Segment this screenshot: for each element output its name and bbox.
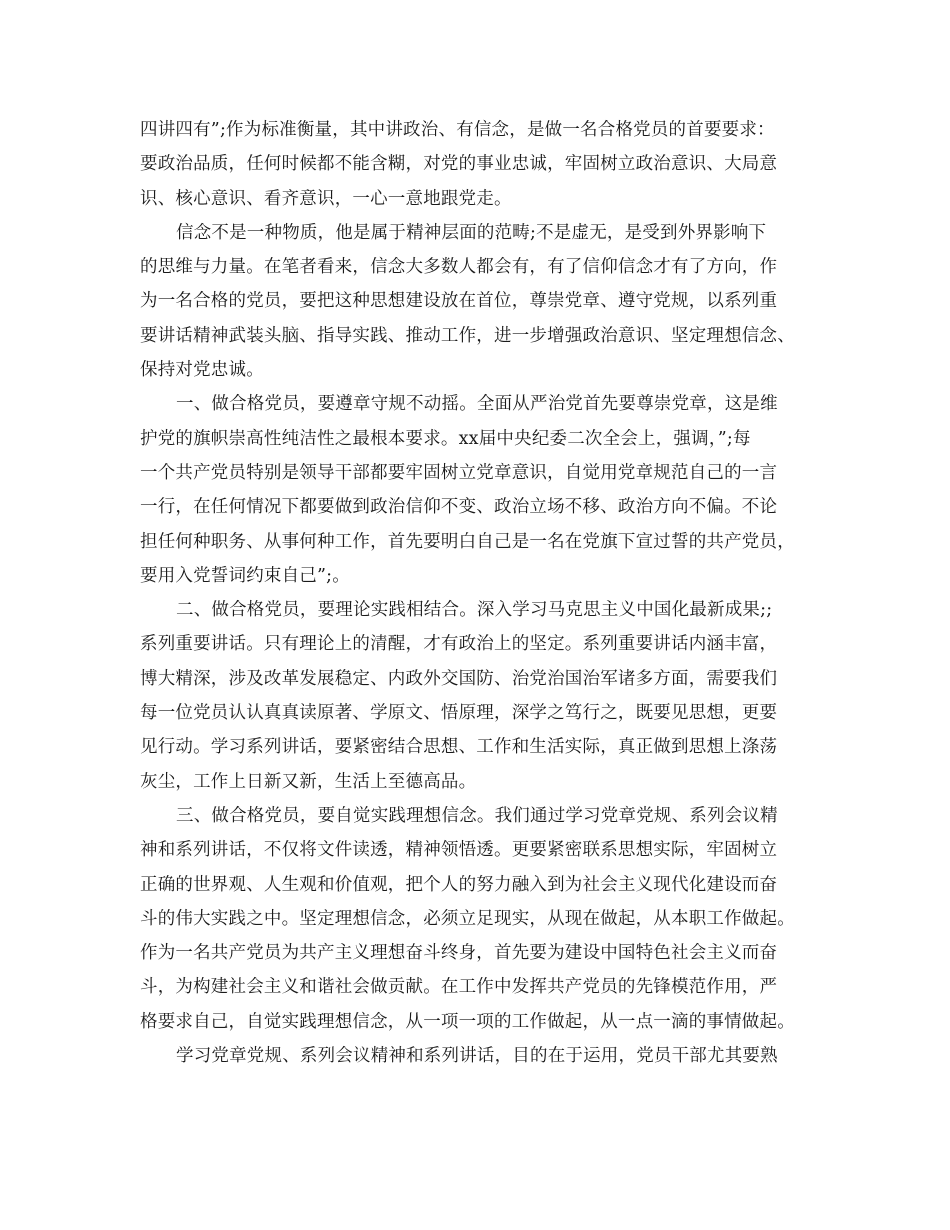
text-line: 要讲话精神武装头脑、指导实践、推动工作，进一步增强政治意识、坚定理想信念、 (140, 325, 795, 346)
text-line: 保持对党忠诚。 (140, 360, 264, 381)
text-line: 识、核心意识、看齐意识，一心一意地跟党走。 (140, 188, 512, 209)
paragraph-first-line: 信念不是一种物质，他是属于精神层面的范畴;不是虚无，是受到外界影响下 (176, 222, 767, 243)
text-line: 要政治品质，任何时候都不能含糊，对党的事业忠诚，牢固树立政治意识、大局意 (140, 154, 778, 175)
document-body (140, 113, 825, 1073)
text-line: 斗，为构建社会主义和谐社会做贡献。在工作中发挥共产党员的先锋模范作用，严 (140, 977, 778, 998)
paragraph-first-line: 一、做合格党员，要遵章守规不动摇。全面从严治党首先要尊崇党章，这是维 (176, 394, 778, 415)
text-line: 斗的伟大实践之中。坚定理想信念，必须立足现实，从现在做起，从本职工作做起。 (140, 908, 795, 929)
text-line: 一个共产党员特别是领导干部都要牢固树立党章意识，自觉用党章规范自己的一言 (140, 462, 778, 483)
text-line: 为一名合格的党员，要把这种思想建设放在首位，尊崇党章、遵守党规，以系列重 (140, 291, 778, 312)
text-line: 神和系列讲话，不仅将文件读透，精神领悟透。更要紧密联系思想实际，牢固树立 (140, 840, 778, 861)
text-line: 的思维与力量。在笔者看来，信念大多数人都会有，有了信仰信念才有了方向，作 (140, 257, 778, 278)
text-line: 见行动。学习系列讲话，要紧密结合思想、工作和生活实际，真正做到思想上涤荡 (140, 737, 778, 758)
text-line: 格要求自己，自觉实践理想信念，从一项一项的工作做起，从一点一滴的事情做起。 (140, 1011, 795, 1032)
text-line: 四讲四有”;作为标准衡量，其中讲政治、有信念，是做一名合格党员的首要要求： (140, 120, 775, 140)
text-line: 正确的世界观、人生观和价值观，把个人的努力融入到为社会主义现代化建设而奋 (140, 874, 778, 895)
text-line: 系列重要讲话。只有理论上的清醒，才有政治上的坚定。系列重要讲话内涵丰富， (140, 634, 778, 655)
paragraph-first-line: 三、做合格党员，要自觉实践理想信念。我们通过学习党章党规、系列会议精 (176, 805, 778, 826)
text-line: 博大精深，涉及改革发展稳定、内政外交国防、治党治国治军诸多方面，需要我们 (140, 668, 778, 689)
text-line: 担任何种职务、从事何种工作，首先要明白自己是一名在党旗下宣过誓的共产党员， (140, 531, 795, 552)
text-line: 要用入党誓词约束自己”;。 (140, 565, 350, 586)
text-line: 每一位党员认认真真读原著、学原文、悟原理，深学之笃行之，既要见思想，更要 (140, 703, 778, 724)
text-line: 灰尘，工作上日新又新，生活上至德高品。 (140, 771, 477, 792)
paragraph-first-line: 学习党章党规、系列会议精神和系列讲话，目的在于运用，党员干部尤其要熟 (176, 1046, 778, 1067)
text-line: 作为一名共产党员为共产主义理想奋斗终身，首先要为建设中国特色社会主义而奋 (140, 943, 778, 964)
paragraph-first-line: 二、做合格党员，要理论实践相结合。深入学习马克思主义中国化最新成果;; (176, 600, 773, 621)
text-line: 护党的旗帜崇高性纯洁性之最根本要求。xx届中央纪委二次全会上，强调，”;每 (140, 428, 751, 449)
text-line: 一行，在任何情况下都要做到政治信仰不变、政治立场不移、政治方向不偏。不论 (140, 497, 778, 518)
